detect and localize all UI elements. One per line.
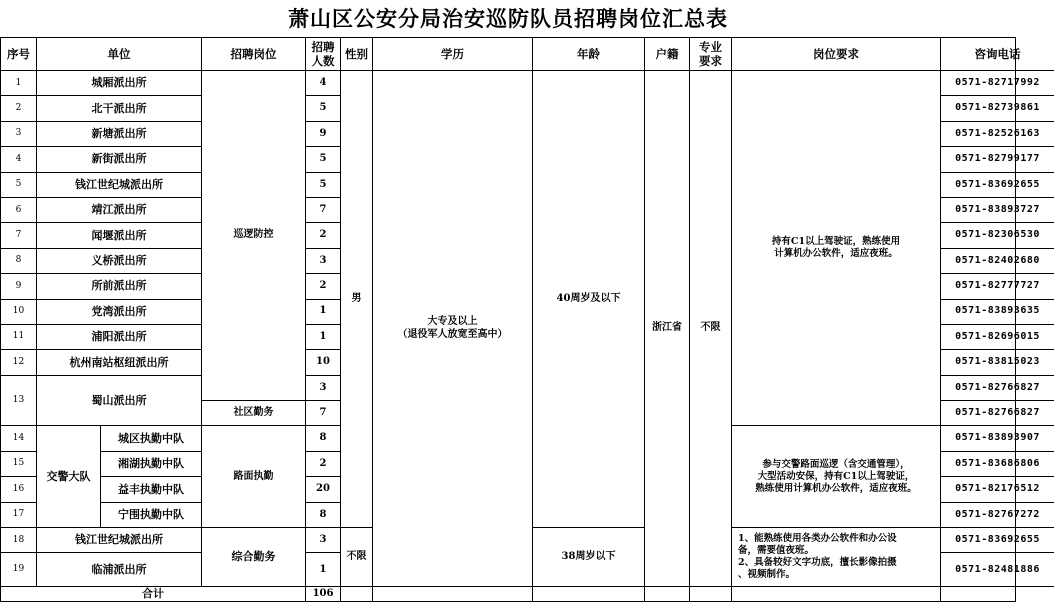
row-count: 5 (306, 96, 341, 121)
total-empty-gender (341, 587, 373, 601)
row-subunit: 城区执勤中队 (101, 426, 202, 451)
row-seq: 15 (1, 452, 37, 477)
row-unit: 所前派出所 (37, 274, 202, 299)
row-unit: 钱江世纪城派出所 (37, 173, 202, 198)
row-phone: 0571-83893727 (941, 198, 1054, 223)
header-requirements: 岗位要求 (732, 38, 941, 71)
row-seq: 19 (1, 553, 37, 587)
total-value: 106 (306, 587, 341, 601)
total-empty-education (373, 587, 533, 601)
traffic-unit: 交警大队 (37, 426, 101, 528)
row-unit: 杭州南站枢纽派出所 (37, 350, 202, 375)
row-unit: 北干派出所 (37, 96, 202, 121)
row-phone: 0571-83692655 (941, 173, 1054, 198)
row-unit: 党湾派出所 (37, 300, 202, 325)
header-seq: 序号 (1, 38, 37, 71)
row-unit: 新塘派出所 (37, 122, 202, 147)
row-unit: 城厢派出所 (37, 71, 202, 96)
row-phone: 0571-82777727 (941, 274, 1054, 299)
row-phone: 0571-83893635 (941, 300, 1054, 325)
row-seq: 9 (1, 274, 37, 299)
row-phone: 0571-82767272 (941, 503, 1054, 528)
row-unit: 靖江派出所 (37, 198, 202, 223)
total-empty-phone (941, 587, 1054, 601)
row-count: 5 (306, 147, 341, 172)
row-subunit: 宁围执勤中队 (101, 503, 202, 528)
row-phone: 0571-83893907 (941, 426, 1054, 451)
row-seq: 7 (1, 223, 37, 248)
requirements-office: 1、能熟练使用各类办公软件和办公设 备，需要值夜班。 2、具备较好文字功底，擅长影像拍摄 、视频制作。 (732, 528, 941, 587)
hukou-requirement: 浙江省 (645, 71, 690, 587)
row-seq: 10 (1, 300, 37, 325)
major-requirement: 不限 (690, 71, 732, 587)
gender-any: 不限 (341, 528, 373, 587)
row-seq: 14 (1, 426, 37, 451)
age-office: 38周岁以下 (533, 528, 645, 587)
row-count: 8 (306, 426, 341, 451)
row-phone: 0571-82799177 (941, 147, 1054, 172)
page-title: 萧山区公安分局治安巡防队员招聘岗位汇总表 (288, 6, 728, 31)
post-road: 路面执勤 (202, 426, 306, 528)
recruitment-table (0, 37, 1040, 602)
row-count: 8 (306, 503, 341, 528)
total-empty-major (690, 587, 732, 601)
requirements-patrol: 持有C1以上驾驶证，熟练使用 计算机办公软件，适应夜班。 (732, 71, 941, 426)
header-major: 专业 要求 (690, 38, 732, 71)
header-age: 年龄 (533, 38, 645, 71)
header-count: 招聘 人数 (306, 38, 341, 71)
row-phone: 0571-82766827 (941, 376, 1054, 401)
row-seq: 12 (1, 350, 37, 375)
row-seq: 8 (1, 249, 37, 274)
header-unit: 单位 (37, 38, 202, 71)
row-count: 1 (306, 553, 341, 587)
row-subunit: 益丰执勤中队 (101, 477, 202, 502)
age-main: 40周岁及以下 (533, 71, 645, 528)
total-empty-requirements (732, 587, 941, 601)
row-count: 3 (306, 376, 341, 401)
row-phone: 0571-82176512 (941, 477, 1054, 502)
row-seq: 13 (1, 376, 37, 427)
row-phone: 0571-82717992 (941, 71, 1054, 96)
row-phone: 0571-82766827 (941, 401, 1054, 426)
row-unit: 蜀山派出所 (37, 376, 202, 427)
row-unit: 钱江世纪城派出所 (37, 528, 202, 553)
row-count: 1 (306, 300, 341, 325)
row-seq: 6 (1, 198, 37, 223)
row-phone: 0571-82696015 (941, 325, 1054, 350)
row-phone: 0571-83686806 (941, 452, 1054, 477)
row-count: 7 (306, 401, 341, 426)
header-post: 招聘岗位 (202, 38, 306, 71)
row-unit: 临浦派出所 (37, 553, 202, 587)
row-count: 1 (306, 325, 341, 350)
row-seq: 4 (1, 147, 37, 172)
row-count: 20 (306, 477, 341, 502)
total-label: 合计 (1, 587, 306, 601)
row-unit: 新街派出所 (37, 147, 202, 172)
requirements-traffic: 参与交警路面巡逻（含交通管理）， 大型活动安保，持有C1以上驾驶证， 熟练使用计算机办公软件，适应夜班。 (732, 426, 941, 528)
row-count: 2 (306, 223, 341, 248)
header-gender: 性别 (341, 38, 373, 71)
row-seq: 16 (1, 477, 37, 502)
row-count: 5 (306, 173, 341, 198)
row-count: 4 (306, 71, 341, 96)
row-subunit: 湘湖执勤中队 (101, 452, 202, 477)
row-count: 10 (306, 350, 341, 375)
row-phone: 0571-82402680 (941, 249, 1054, 274)
row-seq: 11 (1, 325, 37, 350)
row-seq: 18 (1, 528, 37, 553)
row-phone: 0571-83692655 (941, 528, 1054, 553)
row-post: 社区勤务 (202, 401, 306, 426)
row-seq: 3 (1, 122, 37, 147)
row-count: 7 (306, 198, 341, 223)
row-phone: 0571-82526163 (941, 122, 1054, 147)
row-phone: 0571-82739861 (941, 96, 1054, 121)
row-unit: 闻堰派出所 (37, 223, 202, 248)
gender-male: 男 (341, 71, 373, 528)
row-seq: 17 (1, 503, 37, 528)
row-seq: 5 (1, 173, 37, 198)
education-requirement: 大专及以上 （退役军人放宽至高中） (373, 71, 533, 587)
header-education: 学历 (373, 38, 533, 71)
header-hukou: 户籍 (645, 38, 690, 71)
row-count: 2 (306, 274, 341, 299)
row-phone: 0571-82306530 (941, 223, 1054, 248)
post-general: 综合勤务 (202, 528, 306, 587)
row-unit: 浦阳派出所 (37, 325, 202, 350)
row-phone: 0571-83815023 (941, 350, 1054, 375)
row-count: 2 (306, 452, 341, 477)
row-seq: 2 (1, 96, 37, 121)
header-phone: 咨询电话 (941, 38, 1054, 71)
row-phone: 0571-82481886 (941, 553, 1054, 587)
row-seq: 1 (1, 71, 37, 96)
row-count: 3 (306, 528, 341, 553)
total-empty-age (533, 587, 645, 601)
row-unit: 义桥派出所 (37, 249, 202, 274)
post-patrol: 巡逻防控 (202, 71, 306, 401)
total-empty-hukou (645, 587, 690, 601)
row-count: 9 (306, 122, 341, 147)
row-count: 3 (306, 249, 341, 274)
